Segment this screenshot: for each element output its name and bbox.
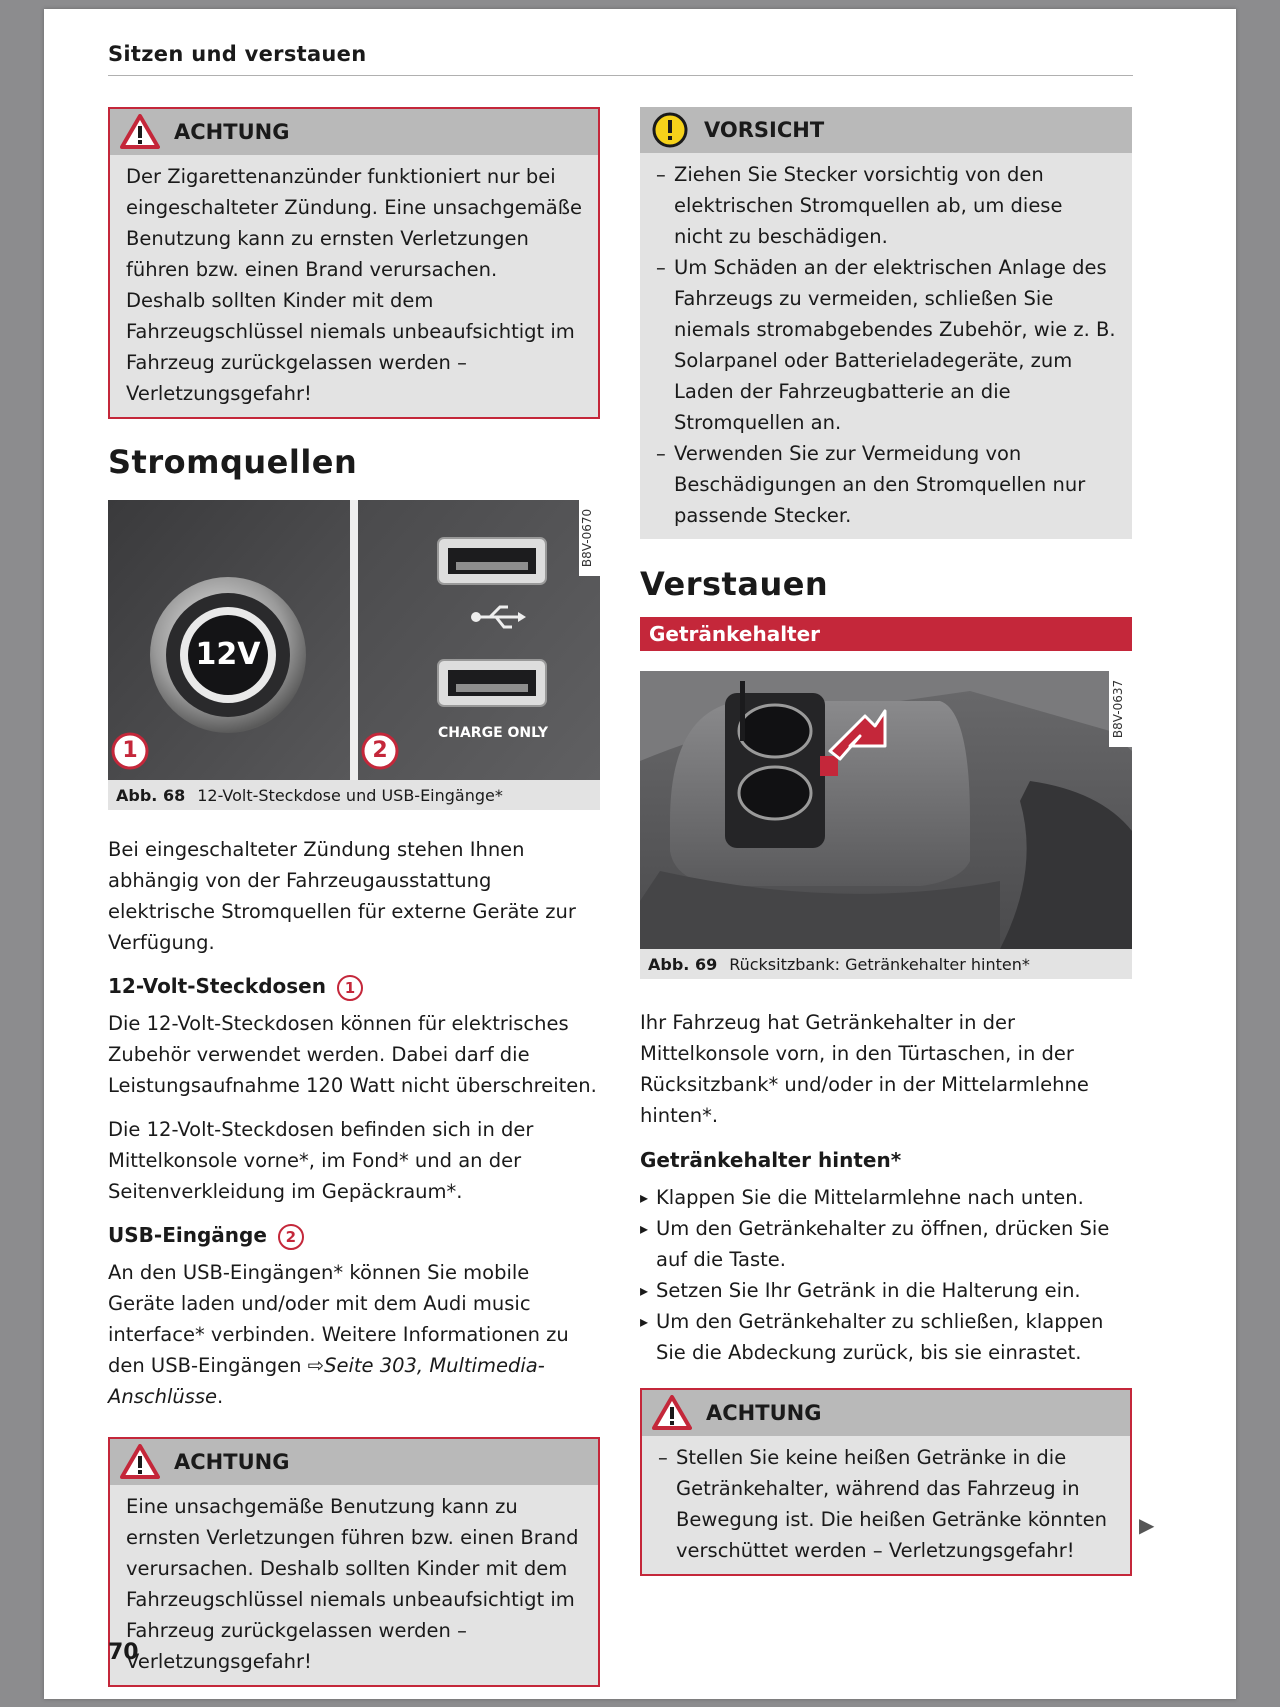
figure-code: B8V-0637 bbox=[1111, 679, 1125, 739]
warning-box-hot-drinks bbox=[640, 1388, 1132, 1576]
arrow-right-icon: ⇨ bbox=[307, 1354, 325, 1377]
instruction-step: ▸ Setzen Sie Ihr Getränk in die Halterung ein. bbox=[640, 1275, 1132, 1306]
continue-arrow-icon: ▶ bbox=[1139, 1513, 1155, 1537]
cupholder-intro: Ihr Fahrzeug hat Getränkehalter in der Mittelkonsole vorn, in den Türtaschen, in der Rücksitzbank* und/oder in der Mittelarmlehne hinten*. bbox=[640, 1011, 1089, 1127]
figure-image bbox=[640, 671, 1132, 949]
paragraph-12v-location: Die 12-Volt-Steckdosen befinden sich in der Mittelkonsole vorne*, im Fond* und an der Seitenverkleidung im Gepäckraum*. bbox=[108, 1118, 534, 1203]
warning-label: ACHTUNG bbox=[174, 120, 290, 144]
intro-paragraph: Bei eingeschalteter Zündung stehen Ihnen abhängig von der Fahrzeugausstattung elektrische Stromquellen für externe Geräte zur Verfügung. bbox=[108, 838, 576, 954]
left-column bbox=[108, 107, 600, 1687]
section-title-stromquellen: Stromquellen bbox=[108, 443, 358, 481]
figure-power-sources bbox=[108, 500, 600, 780]
figure-code: B8V-0670 bbox=[580, 508, 594, 568]
warning-body bbox=[642, 1436, 1130, 1574]
instruction-list bbox=[640, 1182, 1132, 1368]
subheading-usb bbox=[108, 1219, 600, 1251]
caution-item: – Um Schäden an der elektrischen Anlage des Fahrzeugs zu vermeiden, schließen Sie niemals stromabgebendes Zubehör, wie z. B. Solarpanel oder Batterieladegeräte, zum Laden der Fahrzeugbatterie an die Stromquellen an. bbox=[656, 252, 1116, 438]
marker-2-badge: 2 bbox=[278, 1224, 304, 1250]
socket-12v-label: 12V bbox=[195, 637, 261, 672]
warning-label: ACHTUNG bbox=[706, 1401, 822, 1425]
paragraph-usb-end: . bbox=[217, 1385, 224, 1408]
instruction-step: ▸ Um den Getränkehalter zu öffnen, drücken Sie auf die Taste. bbox=[640, 1213, 1132, 1275]
figure-caption-text: 12-Volt-Steckdose und USB-Eingänge* bbox=[197, 785, 503, 805]
warning-list bbox=[658, 1442, 1114, 1566]
warning-triangle-icon bbox=[120, 114, 160, 150]
warning-text: Eine unsachgemäße Benutzung kann zu ernsten Verletzungen führen bzw. einen Brand verursachen. Deshalb sollten Kinder mit dem Fahrzeugschlüssel niemals unbeaufsichtigt im Fahrzeug zurückgelassen werden – Verletzungsgefahr! bbox=[126, 1495, 579, 1673]
warning-triangle-icon bbox=[120, 1444, 160, 1480]
subheading-12v-title: 12-Volt-Steckdosen bbox=[108, 974, 326, 998]
warning-triangle-icon bbox=[652, 1395, 692, 1431]
cross-reference-link[interactable]: Seite 303, Multimedia-Anschlüsse bbox=[108, 1354, 545, 1408]
caution-box bbox=[640, 107, 1132, 539]
usb-charge-only-label: CHARGE ONLY bbox=[437, 725, 549, 741]
exclamation-circle-icon bbox=[650, 112, 690, 148]
header-rule bbox=[108, 75, 1133, 76]
caution-header bbox=[640, 107, 1132, 153]
page-number: 70 bbox=[108, 1640, 139, 1665]
paragraph-usb-text: An den USB-Eingängen* können Sie mobile Geräte laden und/oder mit dem Audi music interface* verbinden. Weitere Informationen zu den USB-Eingängen bbox=[108, 1261, 569, 1377]
subheading-12v bbox=[108, 970, 600, 1002]
caution-list bbox=[656, 159, 1116, 531]
figure-marker-1: 1 bbox=[122, 738, 138, 763]
caution-body bbox=[640, 153, 1132, 539]
warning-label: ACHTUNG bbox=[174, 1450, 290, 1474]
figure-cupholder bbox=[640, 671, 1132, 949]
figure-marker-2: 2 bbox=[372, 738, 388, 763]
warning-box-usage bbox=[108, 1437, 600, 1687]
warning-header bbox=[110, 109, 598, 155]
subsection-bar-getraenkehalter: Getränkehalter bbox=[640, 617, 1132, 651]
section-title-verstauen: Verstauen bbox=[640, 565, 829, 603]
figure-caption bbox=[108, 780, 600, 810]
caution-item: – Verwenden Sie zur Vermeidung von Beschädigungen an den Stromquellen nur passende Stecker. bbox=[656, 438, 1116, 531]
warning-text: Der Zigarettenanzünder funktioniert nur bei eingeschalteter Zündung. Eine unsachgemäße Benutzung kann zu ernsten Verletzungen führen bzw. einen Brand verursachen. Deshalb sollten Kinder mit dem Fahrzeugschlüssel niemals unbeaufsichtigt im Fahrzeug zurückgelassen werden – Verletzungsgefahr! bbox=[126, 165, 583, 405]
warning-header bbox=[110, 1439, 598, 1485]
marker-1-badge: 1 bbox=[337, 975, 363, 1001]
subheading-cupholder-rear: Getränkehalter hinten* bbox=[640, 1148, 902, 1172]
figure-number: Abb. 68 bbox=[116, 785, 186, 805]
warning-header bbox=[642, 1390, 1130, 1436]
paragraph-usb bbox=[108, 1257, 600, 1412]
figure-caption-text: Rücksitzbank: Getränkehalter hinten* bbox=[729, 954, 1030, 974]
caution-item: – Ziehen Sie Stecker vorsichtig von den elektrischen Stromquellen ab, um diese nicht zu beschädigen. bbox=[656, 159, 1116, 252]
caution-label: VORSICHT bbox=[704, 118, 825, 142]
right-column bbox=[640, 107, 1132, 1576]
warning-box-lighter bbox=[108, 107, 600, 419]
subheading-usb-title: USB-Eingänge bbox=[108, 1223, 267, 1247]
figure-caption bbox=[640, 949, 1132, 979]
instruction-step: ▸ Klappen Sie die Mittelarmlehne nach unten. bbox=[640, 1182, 1132, 1213]
warning-item: – Stellen Sie keine heißen Getränke in die Getränkehalter, während das Fahrzeug in Bewegung ist. Die heißen Getränke könnten verschüttet werden – Verletzungsgefahr! bbox=[658, 1442, 1114, 1566]
paragraph-12v-power: Die 12-Volt-Steckdosen können für elektrisches Zubehör verwendet werden. Dabei darf die Leistungsaufnahme 120 Watt nicht überschreiten. bbox=[108, 1012, 597, 1097]
figure-number: Abb. 69 bbox=[648, 954, 718, 974]
instruction-step: ▸ Um den Getränkehalter zu schließen, klappen Sie die Abdeckung zurück, bis sie einrastet. bbox=[640, 1306, 1132, 1368]
running-header: Sitzen und verstauen bbox=[108, 42, 367, 66]
